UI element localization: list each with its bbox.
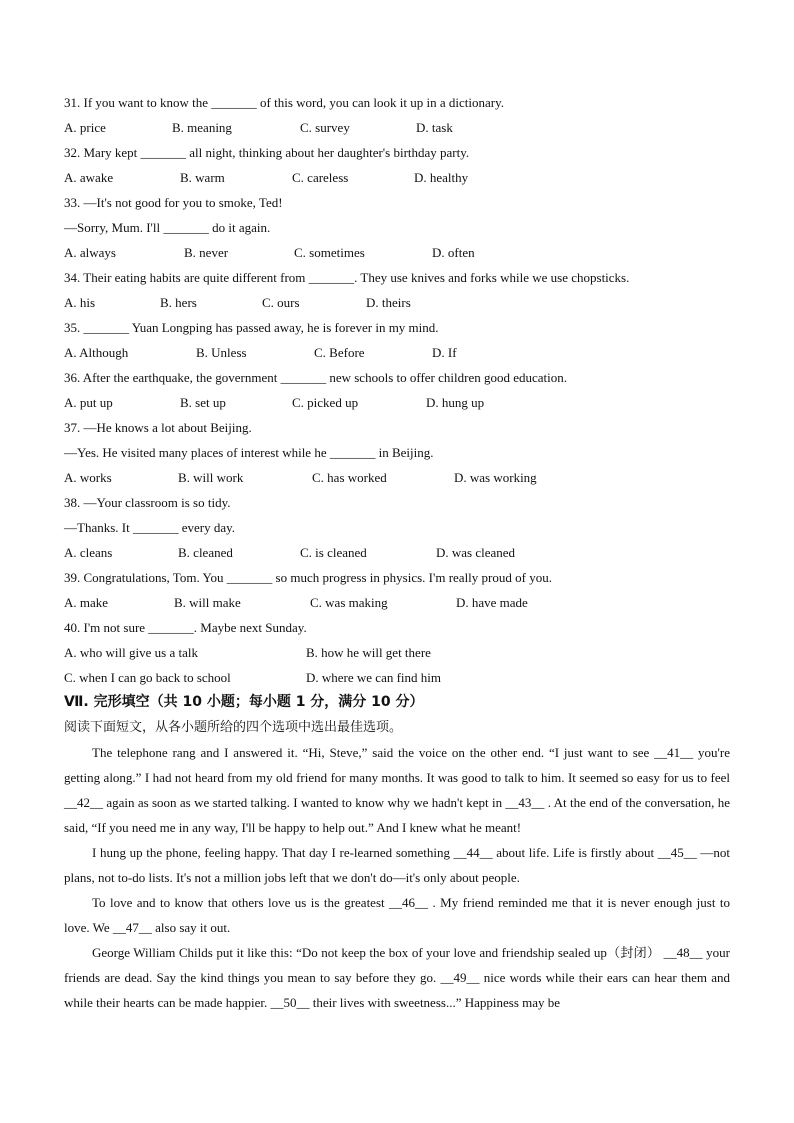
question-37-options: [64, 465, 730, 490]
question-36-options: [64, 390, 730, 415]
option-c: C. when I can go back to school: [64, 670, 231, 685]
option-b: B. meaning: [172, 120, 232, 135]
question-40-options-row-2: [64, 665, 730, 690]
option-a: A. always: [64, 245, 116, 260]
option-a: A. works: [64, 470, 112, 485]
option-d: D. where we can find him: [306, 670, 442, 685]
option-b: B. hers: [160, 295, 197, 310]
option-b: B. Unless: [196, 345, 247, 360]
option-a: A. make: [64, 595, 109, 610]
passage-paragraph-3: To love and to know that others love us is the greatest __46__ . My friend reminded me that it is never enough just to love. We __47__ also say it out.: [64, 895, 730, 935]
option-a: A. who will give us a talk: [64, 645, 198, 660]
question-36-stem: 36. After the earthquake, the government _______ new schools to offer children good education.: [64, 370, 568, 385]
option-b: B. how he will get there: [306, 645, 431, 660]
exam-page: [64, 90, 730, 1015]
question-37-stem-2: —Yes. He visited many places of interest while he _______ in Beijing.: [64, 445, 434, 460]
question-39-stem: 39. Congratulations, Tom. You _______ so much progress in physics. I'm really proud of you.: [64, 570, 552, 585]
question-35-stem: 35. _______ Yuan Longping has passed away, he is forever in my mind.: [64, 320, 439, 335]
option-b: B. set up: [180, 395, 226, 410]
question-33-stem: 33. —It's not good for you to smoke, Ted!: [64, 195, 283, 210]
option-c: C. survey: [300, 120, 350, 135]
option-c: C. sometimes: [294, 245, 365, 260]
option-c: C. careless: [292, 170, 349, 185]
question-32-stem: 32. Mary kept _______ all night, thinking about her daughter's birthday party.: [64, 145, 470, 160]
section-instruction: 阅读下面短文，从各小题所给的四个选项中选出最佳选项。: [64, 720, 403, 735]
option-a: A. put up: [64, 395, 113, 410]
question-38-stem: 38. —Your classroom is so tidy.: [64, 495, 231, 510]
option-d: D. have made: [456, 595, 528, 610]
option-d: D. often: [432, 245, 475, 260]
option-a: A. price: [64, 120, 106, 135]
question-32-options: [64, 165, 730, 190]
passage-paragraph-1: The telephone rang and I answered it. “Hi, Steve,” said the voice on the other end. “I just want to see __41__ you're getting along.” I had not heard from my old friend for many months. It was good to talk to him. It seemed so easy for us to feel __42__ again as soon as we started talking. I wanted to know why we hadn't kept in __43__ . At the end of the conversation, he said, “If you need me in any way, I'll be happy to help out.” And I knew what he meant!: [64, 745, 730, 835]
option-b: B. cleaned: [178, 545, 233, 560]
option-d: D. theirs: [366, 295, 411, 310]
option-c: C. picked up: [292, 395, 359, 410]
option-c: C. has worked: [312, 470, 387, 485]
question-33-stem-2: —Sorry, Mum. I'll _______ do it again.: [64, 220, 271, 235]
option-c: C. Before: [314, 345, 365, 360]
question-40-options-row-1: [64, 640, 730, 665]
question-31-options: [64, 115, 730, 140]
question-39-options: [64, 590, 730, 615]
option-c: C. was making: [310, 595, 388, 610]
option-a: A. his: [64, 295, 96, 310]
option-b: B. warm: [180, 170, 225, 185]
question-33-options: [64, 240, 730, 265]
question-35-options: [64, 340, 730, 365]
passage-paragraph-2: I hung up the phone, feeling happy. That day I re-learned something __44__ about life. Life is firstly about __45__ —not plans, not to-do lists. It's not a million jobs left that we don't do—it's only about people.: [64, 845, 730, 885]
option-d: D. healthy: [414, 170, 469, 185]
question-31-stem: 31. If you want to know the _______ of this word, you can look it up in a dictionary.: [64, 95, 505, 110]
option-b: B. will make: [174, 595, 241, 610]
option-d: D. was cleaned: [436, 545, 516, 560]
option-a: A. cleans: [64, 545, 113, 560]
option-d: D. was working: [454, 470, 537, 485]
option-c: C. is cleaned: [300, 545, 367, 560]
question-34-stem: 34. Their eating habits are quite different from _______. They use knives and forks while we use chopsticks.: [64, 270, 630, 285]
option-a: A. awake: [64, 170, 114, 185]
passage-paragraph-4: George William Childs put it like this: “Do not keep the box of your love and friendship sealed up（封闭） __48__ your friends are dead. Say the kind things you mean to say before they go. __49__ nice words while their ears can hear them and while their hearts can be made happier. __50__ their lives with sweetness...” Happiness may be: [64, 945, 730, 1010]
option-c: C. ours: [262, 295, 300, 310]
option-b: B. will work: [178, 470, 244, 485]
question-40-stem: 40. I'm not sure _______. Maybe next Sunday.: [64, 620, 307, 635]
option-b: B. never: [184, 245, 229, 260]
option-d: D. hung up: [426, 395, 485, 410]
question-37-stem: 37. —He knows a lot about Beijing.: [64, 420, 252, 435]
option-d: D. task: [416, 120, 453, 135]
section-title: Ⅶ. 完形填空（共 10 小题；每小题 1 分，满分 10 分）: [64, 694, 424, 710]
question-38-stem-2: —Thanks. It _______ every day.: [64, 520, 236, 535]
option-d: D. If: [432, 345, 457, 360]
question-38-options: [64, 540, 730, 565]
option-a: A. Although: [64, 345, 129, 360]
question-34-options: [64, 290, 730, 315]
